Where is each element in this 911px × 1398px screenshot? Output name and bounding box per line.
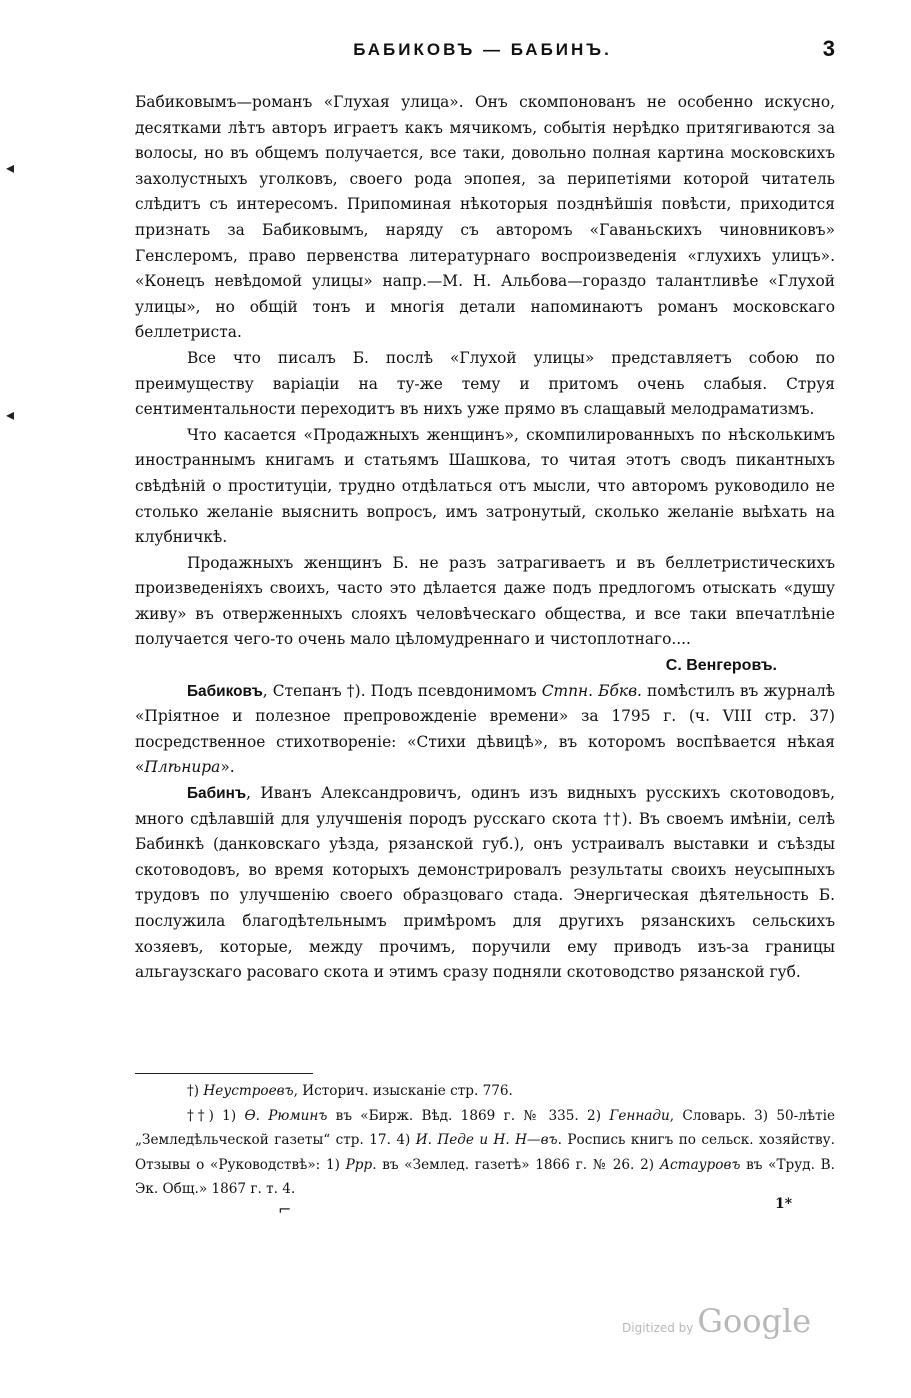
signature-mark: 1*	[775, 1196, 793, 1212]
digitized-watermark	[622, 1302, 811, 1340]
entry-headword: Бабинъ	[187, 785, 247, 803]
margin-mark-icon: ◂	[6, 405, 15, 424]
ink-smudge-icon: ⌐	[278, 1200, 292, 1219]
author-signature: С. Венгеровъ.	[665, 657, 777, 675]
entry-text: ».	[220, 758, 235, 777]
footnote-mark: †)	[187, 1083, 204, 1099]
footnote-author: Геннади	[609, 1107, 670, 1124]
entry-babin-ivan	[135, 781, 835, 986]
footnote-text: , Словарь. 3) 50-лѣтіе „Земледѣльческой газеты“ стр. 17. 4)	[135, 1107, 835, 1148]
entry-babikov-stepan	[135, 679, 835, 781]
entry-text: , Иванъ Александровичъ, одинъ изъ видныхъ русскихъ скотоводовъ, много сдѣлавшій для улучшенія породъ русскаго скота ††). Въ своемъ имѣніи, селѣ Бабинкѣ (данковскаго уѣзда, рязанской губ.), онъ устраивалъ выставки и съѣзды скотоводовъ, во время которыхъ демонстрировалъ результаты своихъ неусыпныхъ трудовъ по улучшенію своего образцоваго стада. Энергическая дѣятельность Б. послужила благодѣтельнымъ примѣромъ для другихъ рязанскихъ сельскихъ хозяевъ, которые, между прочимъ, поручили ему приводъ изъ-за границы альгаузскаго расоваго скота и этимъ сразу подняли скотоводство рязанской губ.	[135, 784, 835, 982]
footnotes	[135, 1079, 835, 1202]
pseudonym: Стпн. Ббкв.	[541, 681, 642, 700]
footnote-text: , Историч. изысканіе стр. 776.	[293, 1083, 513, 1099]
paragraph-3: Что касается «Продажныхъ женщинъ», скомпилированныхъ по нѣсколькимъ иностраннымъ книгамъ и статьямъ Шашкова, то читая этотъ сводъ пикантныхъ свѣдѣній о проституціи, трудно отдѣлаться отъ мысли, что авторомъ руководило не столько желаніе выяснить вопросъ, имъ затронутый, сколько желаніе выѣхать на клубничкѣ.	[135, 425, 835, 547]
margin-mark-icon: ◂	[6, 158, 15, 177]
running-title: БАБИКОВЪ — БАБИНЪ.	[353, 40, 612, 59]
footnote-text: въ «Труд. В. Эк. Общ.» 1867 г. т. 4.	[135, 1156, 835, 1197]
entry-headword: Бабиковъ	[187, 682, 263, 700]
watermark-logo: Google	[697, 1302, 812, 1340]
footnote-author: Ѳ. Рюминъ	[244, 1107, 328, 1124]
footnote-author: Астауровъ	[659, 1156, 741, 1173]
paragraph-1: Бабиковымъ—романъ «Глухая улица». Онъ скомпонованъ не особенно искусно, десятками лѣтъ авторъ играетъ какъ мячикомъ, событія нерѣдко притягиваются за волосы, но въ общемъ получается, все таки, довольно полная картина московскихъ захолустныхъ уголковъ, своего рода эпопея, за перипетіями которой читатель слѣдитъ съ интересомъ. Припоминая нѣкоторыя позднѣйшія повѣсти, приходится признать за Бабиковымъ, наряду съ авторомъ «Гаваньскихъ чиновниковъ» Генслеромъ, право первенства литературнаго воспроизведенія «глухихъ улицъ». «Конецъ невѣдомой улицы» напр.—М. Н. Альбова—гораздо талантливѣе «Глухой улицы», но общій тонъ и многія детали напоминаютъ романъ московскаго беллетриста.	[135, 93, 835, 342]
page-number: 3	[822, 36, 835, 61]
running-header	[130, 36, 835, 70]
footnote-author: Ррр	[345, 1156, 373, 1173]
footnote-text: . Роспись книгъ по сельск. хозяйству. Отзывы о «Руководствѣ»: 1)	[135, 1132, 835, 1173]
footnote-author: Неустроевъ	[203, 1083, 294, 1099]
paragraph-2: Все что писалъ Б. послѣ «Глухой улицы» представляетъ собою по преимуществу варіаціи на ту-же тему и притомъ очень слабыя. Струя сентиментальности переходитъ въ нихъ уже прямо въ слащавый мелодраматизмъ.	[135, 348, 835, 419]
paragraph-4: Продажныхъ женщинъ Б. не разъ затрагиваетъ и въ беллетристическихъ произведеніяхъ своихъ, часто это дѣлается даже подъ предлогомъ отыскать «душу живу» въ отверженныхъ слояхъ человѣческаго общества, и все таки впечатлѣніе получается чего-то очень мало цѣломудреннаго и чистоплотнаго....	[135, 553, 835, 649]
footnote-1	[135, 1079, 835, 1104]
article-body	[135, 90, 835, 986]
poem-name: Плѣнира	[144, 758, 221, 777]
footnote-divider	[135, 1073, 313, 1074]
footnote-text: въ «Бирж. Вѣд. 1869 г. № 335. 2)	[327, 1107, 610, 1124]
footnote-2	[135, 1104, 835, 1202]
watermark-small: Digitized by	[622, 1321, 694, 1335]
footnote-mark: ††) 1)	[187, 1107, 245, 1124]
footnote-text: . въ «Землед. газетѣ» 1866 г. № 26. 2)	[372, 1156, 660, 1173]
entry-text: , Степанъ †). Подъ псевдонимомъ	[262, 681, 542, 700]
footnote-author: И. Педе и Н. Н—въ	[415, 1132, 558, 1148]
entry-text: помѣстилъ въ журналѣ «Пріятное и полезное препровожденіе времени» за 1795 г. (ч. VIII стр. 37) посредственное стихотвореніе: «Стихи дѣвицѣ», въ которомъ воспѣвается нѣкая «	[135, 681, 835, 777]
